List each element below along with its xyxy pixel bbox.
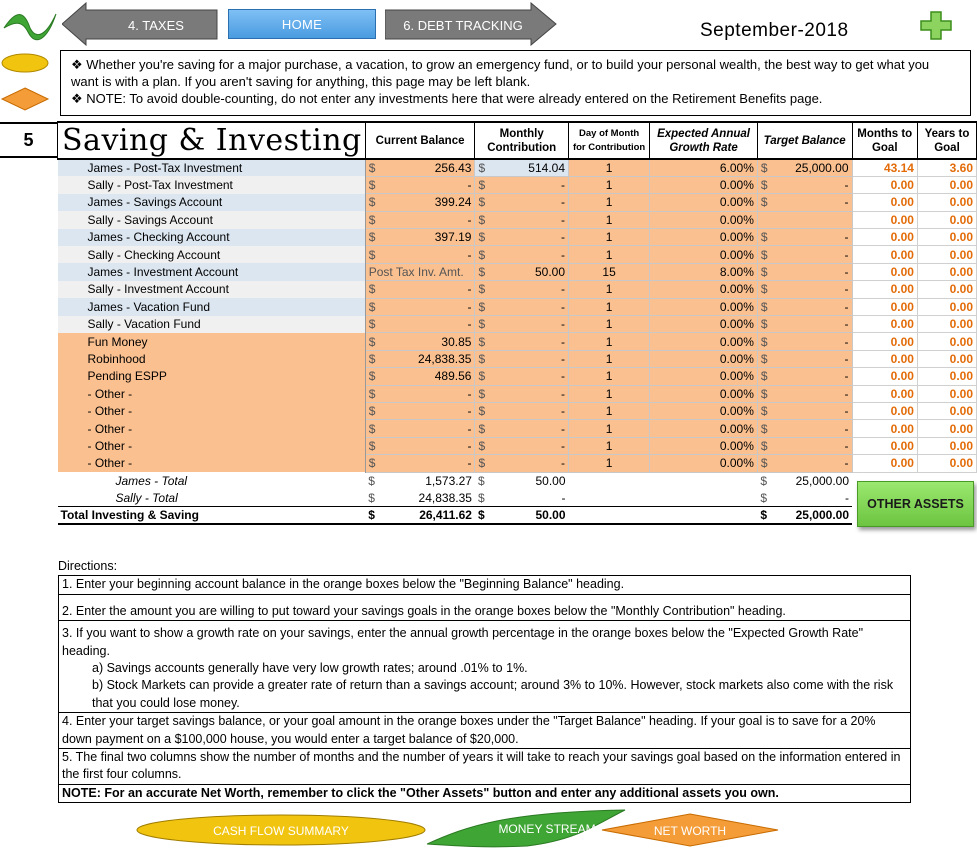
contribution-cell[interactable]: $ - bbox=[475, 333, 569, 350]
contribution-cell[interactable]: $ 514.04 bbox=[475, 159, 569, 176]
balance-cell[interactable]: $ 24,838.35 bbox=[365, 350, 475, 367]
direction-1: 1. Enter your beginning account balance in the orange boxes below the "Beginning Balance" heading. bbox=[58, 575, 911, 594]
target-cell[interactable] bbox=[757, 211, 852, 228]
growth-rate-cell[interactable]: 0.00% bbox=[650, 455, 758, 472]
table-row bbox=[58, 385, 977, 402]
years-to-goal-cell: 3.60 bbox=[917, 159, 976, 176]
cash-flow-summary-button[interactable] bbox=[135, 812, 427, 848]
growth-rate-cell[interactable]: 0.00% bbox=[650, 437, 758, 454]
balance-cell[interactable]: $ - bbox=[365, 455, 475, 472]
target-cell[interactable]: $ - bbox=[757, 316, 852, 333]
row-label: - Other - bbox=[58, 455, 366, 472]
growth-rate-cell[interactable]: 0.00% bbox=[650, 368, 758, 385]
growth-rate-cell[interactable]: 0.00% bbox=[650, 211, 758, 228]
months-to-goal-cell: 0.00 bbox=[852, 316, 917, 333]
james-total-label: James - Total bbox=[58, 472, 366, 489]
target-cell[interactable]: $ - bbox=[757, 420, 852, 437]
row-label: James - Investment Account bbox=[58, 263, 366, 280]
month-title: September-2018 bbox=[700, 20, 849, 41]
table-row bbox=[58, 368, 977, 385]
years-to-goal-cell: 0.00 bbox=[917, 420, 976, 437]
years-to-goal-cell: 0.00 bbox=[917, 176, 976, 193]
directions-panel bbox=[58, 558, 911, 803]
sally-total-row: Sally - Total $ 24,838.35 $ - $ - bbox=[58, 489, 977, 506]
growth-rate-cell[interactable]: 0.00% bbox=[650, 176, 758, 193]
target-cell[interactable]: $ - bbox=[757, 333, 852, 350]
grand-total-contribution: 50.00 bbox=[535, 508, 566, 523]
james-total-row: James - Total $ 1,573.27 $ 50.00 $ 25,000.00 bbox=[58, 472, 977, 489]
direction-4: 4. Enter your target savings balance, or your goal amount in the orange boxes under the "Target Balance" heading. If your goal is to save for a 20% down payment on a $100,000 house, you would enter a target balance of $20,000. bbox=[58, 713, 911, 749]
contribution-cell[interactable]: $ - bbox=[475, 455, 569, 472]
months-to-goal-cell: 0.00 bbox=[852, 437, 917, 454]
table-row bbox=[58, 194, 977, 211]
years-to-goal-cell: 0.00 bbox=[917, 437, 976, 454]
other-assets-button[interactable]: OTHER ASSETS bbox=[857, 481, 974, 527]
row-label: James - Vacation Fund bbox=[58, 298, 366, 315]
months-to-goal-cell: 0.00 bbox=[852, 402, 917, 419]
growth-rate-cell[interactable]: 0.00% bbox=[650, 229, 758, 246]
balance-cell[interactable]: $ - bbox=[365, 246, 475, 263]
svg-text:NET WORTH: NET WORTH bbox=[653, 824, 727, 838]
target-cell[interactable]: $ - bbox=[757, 281, 852, 298]
day-cell[interactable]: 1 bbox=[569, 246, 650, 263]
growth-rate-cell[interactable]: 0.00% bbox=[650, 402, 758, 419]
day-cell[interactable]: 1 bbox=[569, 176, 650, 193]
row-label: James - Savings Account bbox=[58, 194, 366, 211]
header-monthly-contribution: Monthly Contribution bbox=[475, 122, 569, 159]
target-cell[interactable]: $ - bbox=[757, 194, 852, 211]
day-cell[interactable]: 1 bbox=[569, 437, 650, 454]
add-plus-icon[interactable] bbox=[920, 10, 954, 40]
day-cell[interactable]: 1 bbox=[569, 368, 650, 385]
balance-cell[interactable]: $ 397.19 bbox=[365, 229, 475, 246]
taxes-arrow-button[interactable] bbox=[62, 2, 218, 46]
table-row bbox=[58, 211, 977, 228]
target-cell[interactable]: $ 25,000.00 bbox=[757, 159, 852, 176]
years-to-goal-cell: 0.00 bbox=[917, 194, 976, 211]
table-row bbox=[58, 316, 977, 333]
row-label: Sally - Vacation Fund bbox=[58, 316, 366, 333]
balance-cell[interactable]: $ - bbox=[365, 402, 475, 419]
years-to-goal-cell: 0.00 bbox=[917, 333, 976, 350]
months-to-goal-cell: 43.14 bbox=[852, 159, 917, 176]
sally-total-target: - bbox=[845, 490, 849, 505]
contribution-cell[interactable]: $ - bbox=[475, 298, 569, 315]
contribution-cell[interactable]: $ - bbox=[475, 350, 569, 367]
target-cell[interactable]: $ - bbox=[757, 437, 852, 454]
day-cell[interactable]: 1 bbox=[569, 316, 650, 333]
table-row bbox=[58, 350, 977, 367]
months-to-goal-cell: 0.00 bbox=[852, 194, 917, 211]
months-to-goal-cell: 0.00 bbox=[852, 281, 917, 298]
directions-heading: Directions: bbox=[58, 559, 118, 573]
months-to-goal-cell: 0.00 bbox=[852, 420, 917, 437]
years-to-goal-cell: 0.00 bbox=[917, 263, 976, 280]
contribution-cell[interactable]: $ - bbox=[475, 211, 569, 228]
day-cell[interactable]: 1 bbox=[569, 385, 650, 402]
years-to-goal-cell: 0.00 bbox=[917, 281, 976, 298]
day-cell[interactable]: 1 bbox=[569, 350, 650, 367]
target-cell[interactable]: $ - bbox=[757, 368, 852, 385]
growth-rate-cell[interactable]: 0.00% bbox=[650, 333, 758, 350]
years-to-goal-cell: 0.00 bbox=[917, 298, 976, 315]
header-day-of-month: Day of Month for Contribution bbox=[569, 122, 650, 159]
years-to-goal-cell: 0.00 bbox=[917, 246, 976, 263]
target-cell[interactable]: $ - bbox=[757, 176, 852, 193]
months-to-goal-cell: 0.00 bbox=[852, 246, 917, 263]
cash-flow-ellipse-icon[interactable] bbox=[0, 52, 50, 74]
header-months-to-goal: Months to Goal bbox=[852, 122, 917, 159]
james-total-balance: 1,573.27 bbox=[425, 473, 472, 488]
balance-cell[interactable]: $ - bbox=[365, 281, 475, 298]
target-cell[interactable]: $ - bbox=[757, 298, 852, 315]
direction-3: 3. If you want to show a growth rate on your savings, enter the annual growth percentage in the orange boxes below the "Expected Growth Rate" heading. a) Savings accounts generally have very low growth rates; around .01% to 1%. b) Stock Markets can provide a greater rate of return than a savings account; around 3% to 10%. However, stock markets also come with the risk that you could lose money. bbox=[58, 621, 911, 713]
row-label: - Other - bbox=[58, 402, 366, 419]
years-to-goal-cell: 0.00 bbox=[917, 350, 976, 367]
contribution-cell[interactable]: $ - bbox=[475, 316, 569, 333]
info-line-2: ❖ NOTE: To avoid double-counting, do not enter any investments here that were already entered on the Retirement Benefits page. bbox=[71, 91, 823, 106]
taxes-label: 4. TAXES bbox=[128, 18, 184, 33]
years-to-goal-cell: 0.00 bbox=[917, 316, 976, 333]
james-total-contribution: 50.00 bbox=[535, 473, 566, 488]
header-growth-rate: Expected Annual Growth Rate bbox=[650, 122, 758, 159]
table-row bbox=[58, 246, 977, 263]
growth-rate-cell[interactable]: 0.00% bbox=[650, 194, 758, 211]
row-label: Robinhood bbox=[58, 350, 366, 367]
months-to-goal-cell: 0.00 bbox=[852, 385, 917, 402]
growth-rate-cell[interactable]: 0.00% bbox=[650, 298, 758, 315]
months-to-goal-cell: 0.00 bbox=[852, 176, 917, 193]
growth-rate-cell[interactable]: 0.00% bbox=[650, 316, 758, 333]
header-target-balance: Target Balance bbox=[757, 122, 852, 159]
row-label: James - Checking Account bbox=[58, 229, 366, 246]
grand-total-target: 25,000.00 bbox=[795, 508, 849, 523]
sally-total-contribution: - bbox=[561, 490, 566, 505]
balance-cell[interactable]: $ - bbox=[365, 176, 475, 193]
table-row bbox=[58, 263, 977, 280]
table-row bbox=[58, 402, 977, 419]
grand-total-balance: 26,411.62 bbox=[419, 508, 472, 523]
table-row bbox=[58, 281, 977, 298]
growth-rate-cell[interactable]: 8.00% bbox=[650, 263, 758, 280]
months-to-goal-cell: 0.00 bbox=[852, 263, 917, 280]
table-row bbox=[58, 437, 977, 454]
growth-rate-cell[interactable]: 0.00% bbox=[650, 246, 758, 263]
target-cell[interactable]: $ - bbox=[757, 246, 852, 263]
contribution-cell[interactable]: $ - bbox=[475, 368, 569, 385]
years-to-goal-cell: 0.00 bbox=[917, 402, 976, 419]
months-to-goal-cell: 0.00 bbox=[852, 350, 917, 367]
contribution-cell[interactable]: $ - bbox=[475, 437, 569, 454]
row-label: Sally - Checking Account bbox=[58, 246, 366, 263]
contribution-cell[interactable]: $ - bbox=[475, 176, 569, 193]
target-cell[interactable]: $ - bbox=[757, 263, 852, 280]
sally-total-balance: 24,838.35 bbox=[418, 490, 472, 505]
months-to-goal-cell: 0.00 bbox=[852, 333, 917, 350]
balance-cell[interactable]: $ 399.24 bbox=[365, 194, 475, 211]
day-cell[interactable]: 1 bbox=[569, 402, 650, 419]
money-stream-button[interactable] bbox=[427, 808, 627, 848]
day-cell[interactable]: 1 bbox=[569, 281, 650, 298]
direction-note: NOTE: For an accurate Net Worth, remember to click the "Other Assets" button and enter any additional assets you own. bbox=[58, 785, 911, 803]
direction-3b: b) Stock Markets can provide a greater rate of return than a savings account; around 3% to 10%. However, stock markets also come with the risk that you could lose money. bbox=[92, 678, 894, 710]
savings-table bbox=[57, 121, 977, 525]
day-cell[interactable]: 1 bbox=[569, 194, 650, 211]
day-cell[interactable]: 15 bbox=[569, 263, 650, 280]
header-current-balance: Current Balance bbox=[365, 122, 475, 159]
grand-total-row: Total Investing & Saving $ 26,411.62 $ 50.00 $ 25,000.00 bbox=[58, 507, 977, 524]
balance-cell[interactable]: Post Tax Inv. Amt. bbox=[365, 263, 475, 280]
debt-tracking-label: 6. DEBT TRACKING bbox=[403, 18, 523, 33]
months-to-goal-cell: 0.00 bbox=[852, 229, 917, 246]
target-cell[interactable]: $ - bbox=[757, 385, 852, 402]
row-label: Pending ESPP bbox=[58, 368, 366, 385]
sally-total-label: Sally - Total bbox=[58, 489, 366, 506]
months-to-goal-cell: 0.00 bbox=[852, 368, 917, 385]
contribution-cell[interactable]: $ - bbox=[475, 246, 569, 263]
growth-rate-cell[interactable]: 0.00% bbox=[650, 420, 758, 437]
day-cell[interactable]: 1 bbox=[569, 229, 650, 246]
table-row bbox=[58, 159, 977, 176]
months-to-goal-cell: 0.00 bbox=[852, 211, 917, 228]
direction-3a: a) Savings accounts generally have very low growth rates; around .01% to 1%. bbox=[92, 661, 528, 676]
row-label: Sally - Investment Account bbox=[58, 281, 366, 298]
years-to-goal-cell: 0.00 bbox=[917, 211, 976, 228]
day-cell[interactable]: 1 bbox=[569, 211, 650, 228]
page-title: Saving & Investing bbox=[58, 122, 366, 159]
row-label: James - Post-Tax Investment bbox=[58, 159, 366, 176]
years-to-goal-cell: 0.00 bbox=[917, 229, 976, 246]
contribution-cell[interactable]: $ - bbox=[475, 229, 569, 246]
contribution-cell[interactable]: $ - bbox=[475, 385, 569, 402]
target-cell[interactable]: $ - bbox=[757, 229, 852, 246]
day-cell[interactable]: 1 bbox=[569, 333, 650, 350]
growth-rate-cell[interactable]: 0.00% bbox=[650, 385, 758, 402]
direction-5: 5. The final two columns show the number of months and the number of years it will take to reach your savings goal based on the information entered in the first four columns. bbox=[58, 749, 911, 785]
months-to-goal-cell: 0.00 bbox=[852, 298, 917, 315]
james-total-target: 25,000.00 bbox=[795, 473, 849, 488]
grand-total-label: Total Investing & Saving bbox=[58, 507, 366, 524]
svg-text:MONEY STREAM: MONEY STREAM bbox=[498, 822, 596, 836]
table-row bbox=[58, 229, 977, 246]
direction-2: 2. Enter the amount you are willing to put toward your savings goals in the orange boxes below the "Monthly Contribution" heading. bbox=[58, 595, 911, 621]
balance-cell[interactable]: $ 256.43 bbox=[365, 159, 475, 176]
balance-cell[interactable]: $ - bbox=[365, 437, 475, 454]
balance-cell[interactable]: $ - bbox=[365, 316, 475, 333]
balance-cell[interactable]: $ 30.85 bbox=[365, 333, 475, 350]
money-stream-logo-icon[interactable] bbox=[2, 6, 58, 42]
contribution-cell[interactable]: $ - bbox=[475, 402, 569, 419]
row-label: Sally - Post-Tax Investment bbox=[58, 176, 366, 193]
table-row bbox=[58, 298, 977, 315]
day-cell[interactable]: 1 bbox=[569, 159, 650, 176]
years-to-goal-cell: 0.00 bbox=[917, 455, 976, 472]
balance-cell[interactable]: $ 489.56 bbox=[365, 368, 475, 385]
balance-cell[interactable]: $ - bbox=[365, 385, 475, 402]
target-cell[interactable]: $ - bbox=[757, 350, 852, 367]
balance-cell[interactable]: $ - bbox=[365, 420, 475, 437]
contribution-cell[interactable]: $ - bbox=[475, 194, 569, 211]
header-years-to-goal: Years to Goal bbox=[917, 122, 976, 159]
day-cell[interactable]: 1 bbox=[569, 420, 650, 437]
balance-cell[interactable]: $ - bbox=[365, 211, 475, 228]
table-row bbox=[58, 176, 977, 193]
info-box bbox=[60, 50, 971, 116]
table-row bbox=[58, 333, 977, 350]
contribution-cell[interactable]: $ - bbox=[475, 281, 569, 298]
contribution-cell[interactable]: $ 50.00 bbox=[475, 263, 569, 280]
years-to-goal-cell: 0.00 bbox=[917, 385, 976, 402]
sheet-number: 5 bbox=[0, 122, 57, 158]
contribution-cell[interactable]: $ - bbox=[475, 420, 569, 437]
row-label: Sally - Savings Account bbox=[58, 211, 366, 228]
net-worth-button[interactable] bbox=[600, 812, 780, 848]
info-line-1: ❖ Whether you're saving for a major purchase, a vacation, to grow an emergency fund, or to build your personal wealth, the best way to get what you want is with a plan. If you aren't saving for anything, this page may be left blank. bbox=[71, 57, 930, 89]
day-cell[interactable]: 1 bbox=[569, 455, 650, 472]
growth-rate-cell[interactable]: 0.00% bbox=[650, 281, 758, 298]
table-row bbox=[58, 420, 977, 437]
balance-cell[interactable]: $ - bbox=[365, 298, 475, 315]
row-label: - Other - bbox=[58, 385, 366, 402]
growth-rate-cell[interactable]: 6.00% bbox=[650, 159, 758, 176]
day-cell[interactable]: 1 bbox=[569, 298, 650, 315]
target-cell[interactable]: $ - bbox=[757, 402, 852, 419]
years-to-goal-cell: 0.00 bbox=[917, 368, 976, 385]
growth-rate-cell[interactable]: 0.00% bbox=[650, 350, 758, 367]
debt-tracking-arrow-button[interactable] bbox=[385, 2, 557, 46]
table-row bbox=[58, 455, 977, 472]
svg-text:CASH FLOW SUMMARY: CASH FLOW SUMMARY bbox=[213, 824, 349, 838]
target-cell[interactable]: $ - bbox=[757, 455, 852, 472]
months-to-goal-cell: 0.00 bbox=[852, 455, 917, 472]
row-label: - Other - bbox=[58, 437, 366, 454]
row-label: - Other - bbox=[58, 420, 366, 437]
home-button[interactable]: HOME bbox=[228, 9, 376, 39]
row-label: Fun Money bbox=[58, 333, 366, 350]
net-worth-diamond-icon[interactable] bbox=[0, 86, 50, 112]
